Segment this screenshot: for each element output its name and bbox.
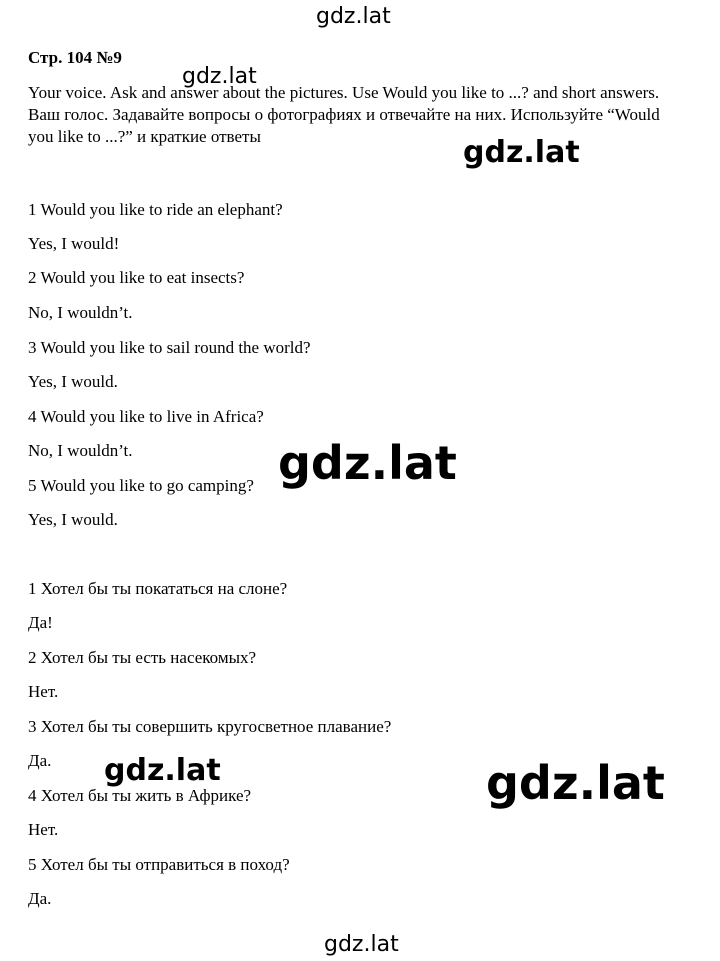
watermark-large-center: gdz.lat xyxy=(278,436,457,490)
page-heading: Стр. 104 №9 xyxy=(28,48,122,67)
russian-line: 4 Хотел бы ты жить в Африке? xyxy=(28,786,252,805)
watermark-mid: gdz.lat xyxy=(463,135,580,170)
russian-line: 1 Хотел бы ты покататься на слоне? xyxy=(28,579,288,598)
english-line: No, I wouldn’t. xyxy=(28,303,133,322)
russian-line: Нет. xyxy=(28,682,59,701)
russian-line: 3 Хотел бы ты совершить кругосветное плавание? xyxy=(28,717,392,736)
watermark-small: gdz.lat xyxy=(182,64,257,89)
english-line: Yes, I would. xyxy=(28,510,118,529)
english-line: 5 Would you like to go camping? xyxy=(28,476,254,495)
watermark-mid-lower: gdz.lat xyxy=(104,753,221,788)
russian-line: 5 Хотел бы ты отправиться в поход? xyxy=(28,855,290,874)
english-line: 2 Would you like to eat insects? xyxy=(28,268,245,287)
exercise-instructions: Your voice. Ask and answer about the pictures. Use Would you like to ...? and short answers. Ваш голос. Задавайте вопросы о фотографиях и отвечайте на них. Используйте “Would you like to ...?” и краткие ответы xyxy=(28,83,660,146)
russian-line: Нет. xyxy=(28,820,59,839)
english-line: 1 Would you like to ride an elephant? xyxy=(28,200,283,219)
english-line: 3 Would you like to sail round the world? xyxy=(28,338,311,357)
russian-line: Да. xyxy=(28,751,52,770)
russian-line: 2 Хотел бы ты есть насекомых? xyxy=(28,648,257,667)
english-line: Yes, I would. xyxy=(28,372,118,391)
watermark-large-right: gdz.lat xyxy=(486,756,665,810)
watermark-bottom: gdz.lat xyxy=(324,932,399,957)
english-line: No, I wouldn’t. xyxy=(28,441,133,460)
russian-line: Да! xyxy=(28,613,53,632)
english-line: Yes, I would! xyxy=(28,234,120,253)
english-line: 4 Would you like to live in Africa? xyxy=(28,407,264,426)
russian-line: Да. xyxy=(28,889,52,908)
watermark-top: gdz.lat xyxy=(316,4,391,29)
